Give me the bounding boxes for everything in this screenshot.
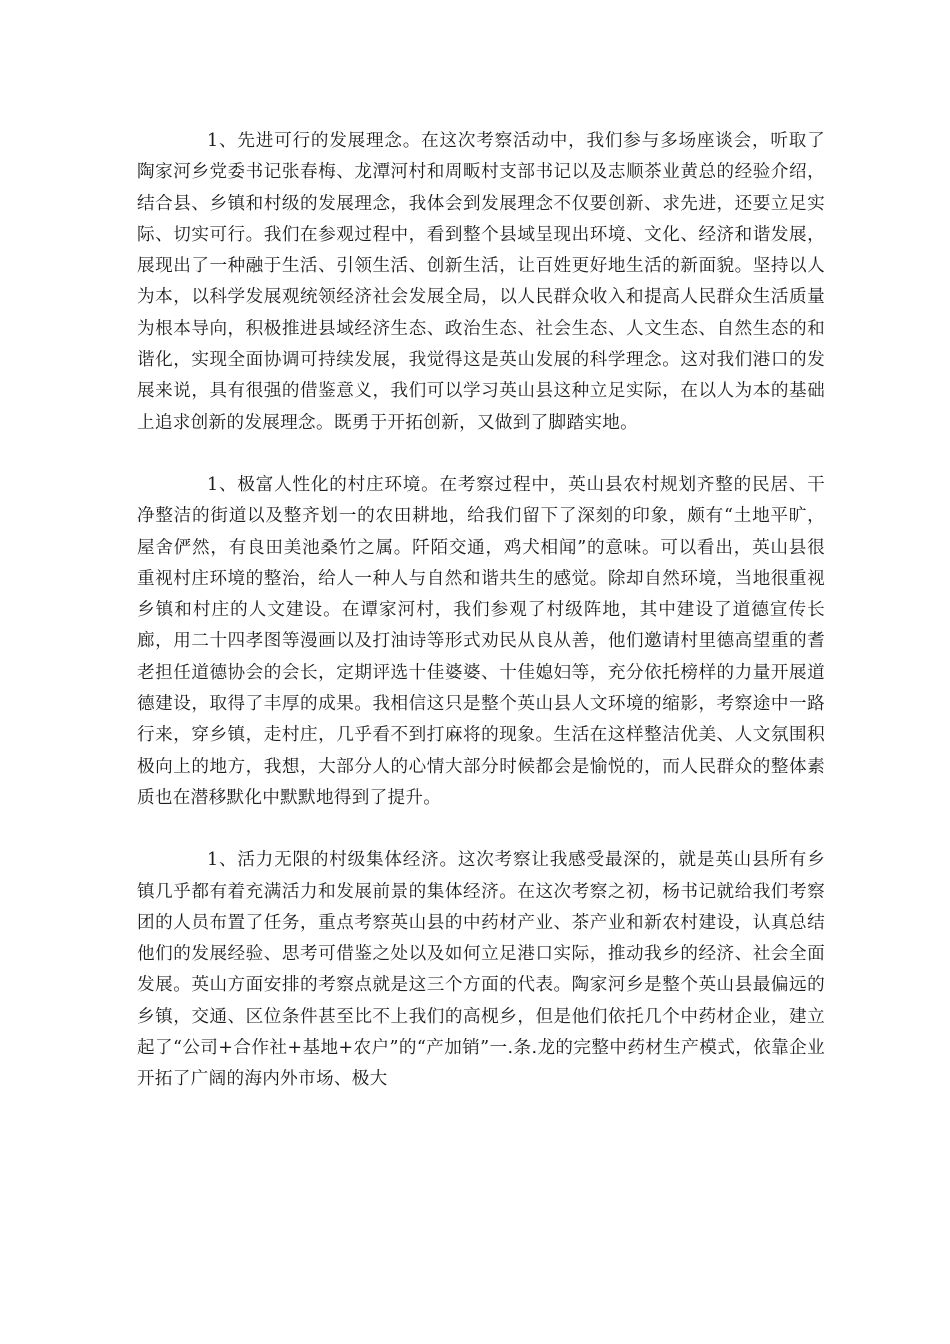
- document-body: [137, 126, 825, 1096]
- paragraph-collective-economy: 1、活力无限的村级集体经济。这次考察让我感受最深的，就是英山县所有乡镇几乎都有着充满活力和发展前景的集体经济。在这次考察之初，杨书记就给我们考察团的人员布置了任务，重点考察英山县的中药材产业、茶产业和新农村建设，认真总结他们的发展经验、思考可借鉴之处以及如何立足港口实际，推动我乡的经济、社会全面发展。英山方面安排的考察点就是这三个方面的代表。陶家河乡是整个英山县最偏远的乡镇，交通、区位条件甚至比不上我们的高枧乡，但是他们依托几个中药材企业，建立起了“公司+合作社+基地+农户”的“产加销”一.条.龙的完整中药材生产模式，依靠企业开拓了广阔的海内外市场、极大: [137, 850, 825, 1090]
- paragraph-development-concept: 1、先进可行的发展理念。在这次考察活动中，我们参与多场座谈会，听取了陶家河乡党委书记张春梅、龙潭河村和周畈村支部书记以及志顺茶业黄总的经验介绍，结合县、乡镇和村级的发展理念，我体会到发展理念不仅要创新、求先进，还要立足实际、切实可行。我们在参观过程中，看到整个县域呈现出环境、文化、经济和谐发展，展现出了一种融于生活、引领生活、创新生活，让百姓更好地生活的新面貌。坚持以人为本，以科学发展观统领经济社会发展全局，以人民群众收入和提高人民群众生活质量为根本导向，积极推进县域经济生态、政治生态、社会生态、人文生态、自然生态的和谐化，实现全面协调可持续发展，我觉得这是英山发展的科学理念。这对我们港口的发展来说，具有很强的借鉴意义，我们可以学习英山县这种立足实际，在以人为本的基础上追求创新的发展理念。既勇于开拓创新，又做到了脚踏实地。: [137, 131, 825, 433]
- paragraph-village-environment: 1、极富人性化的村庄环境。在考察过程中，英山县农村规划齐整的民居、干净整洁的街道以及整齐划一的农田耕地，给我们留下了深刻的印象，颇有“土地平旷，屋舍俨然，有良田美池桑竹之属。阡陌交通，鸡犬相闻”的意味。可以看出，英山县很重视村庄环境的整治，给人一种人与自然和谐共生的感觉。除却自然环境，当地很重视乡镇和村庄的人文建设。在谭家河村，我们参观了村级阵地，其中建设了道德宣传长廊，用二十四孝图等漫画以及打油诗等形式劝民从良从善，他们邀请村里德高望重的耆老担任道德协会的会长，定期评选十佳婆婆、十佳媳妇等，充分依托榜样的力量开展道德建设，取得了丰厚的成果。我相信这只是整个英山县人文环境的缩影，考察途中一路行来，穿乡镇，走村庄，几乎看不到打麻将的现象。生活在这样整洁优美、人文氛围积极向上的地方，我想，大部分人的心情大部分时候都会是愉悦的，而人民群众的整体素质也在潜移默化中默默地得到了提升。: [137, 474, 825, 808]
